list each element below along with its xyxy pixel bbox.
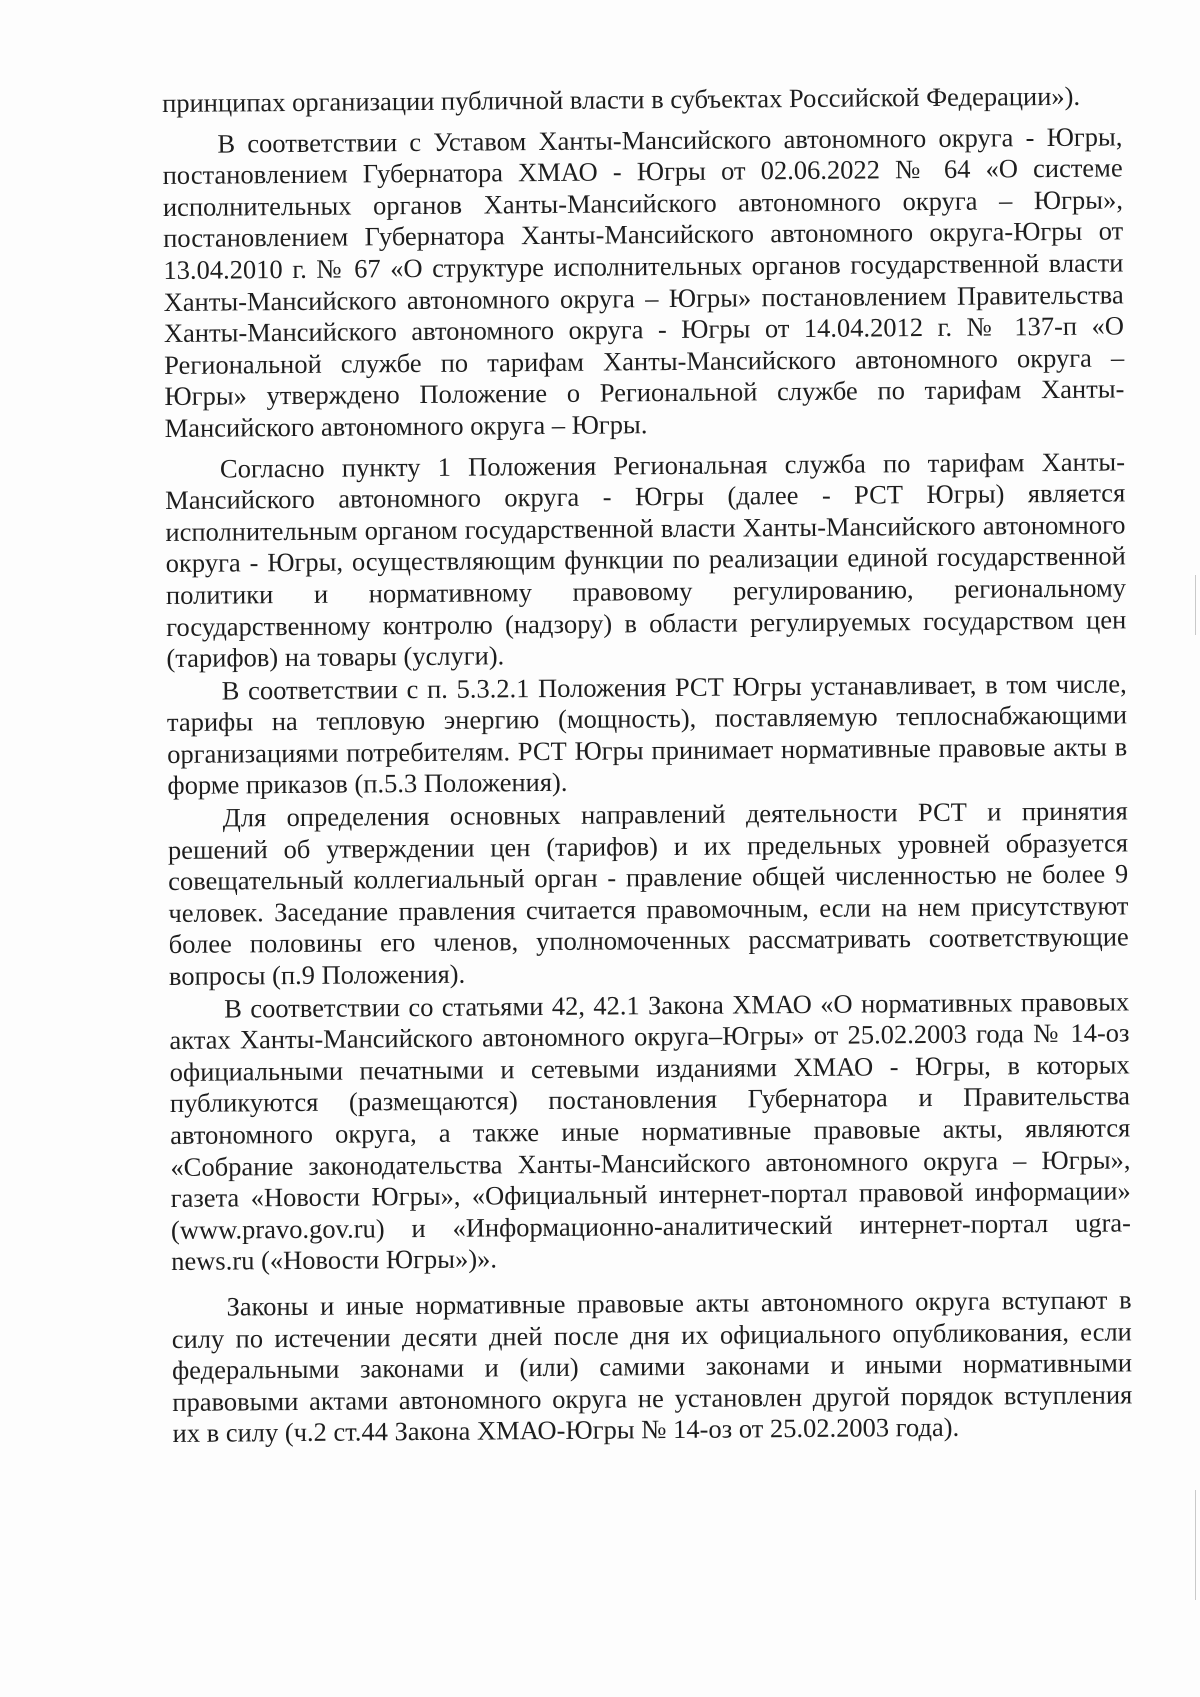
paragraph-charter-basis: В соответствии с Уставом Ханты-Мансийского автономного округа - Югры, постановлением Губернатора ХМАО - Югры от 02.06.2022 № 64 «О системе исполнительных органов Ханты-Мансийского автономного округа – Югры», постановлением Губернатора Ханты-Мансийского автономного округа-Югры от 13.04.2010 г. № 67 «О структуре исполнительных органов государственной власти Ханты-Мансийского автономного округа – Югры» постановлением Правительства Ханты-Мансийского автономного округа - Югры от 14.04.2012 г. № 137-п «О Региональной службе по тарифам Ханты-Мансийского автономного округа – Югры» утверждено Положение о Региональной службе по тарифам Ханты-Мансийского автономного округа – Югры. (162, 121, 1125, 443)
paragraph-board: Для определения основных направлений деятельности РСТ и принятия решений об утверждении цен (тарифов) и их предельных уровней образуется совещательный коллегиальный орган - правление общей численностью не более 9 человек. Заседание правления считается правомочным, если на нем присутствуют более половины его членов, уполномоченных рассматривать соответствующие вопросы (п.9 Положения). (167, 795, 1129, 992)
paragraph-publication-sources: В соответствии со статьями 42, 42.1 Закона ХМАО «О нормативных правовых актах Ханты-Мансийского автономного округа–Югры» от 25.02.2003 года № 14-оз официальными печатными и сетевыми изданиями ХМАО - Югры, в которых публикуются (размещаются) постановления Губернатора и Правительства автономного округа, а также иные нормативные правовые акты, являются «Собрание законодательства Ханты-Мансийского автономного округа – Югры», газета «Новости Югры», «Официальный интернет-портал правовой информации» (www.pravo.gov.ru) и «Информационно-аналитический интернет-портал ugra-news.ru («Новости Югры»)». (169, 986, 1132, 1277)
paragraph-tariff-powers: В соответствии с п. 5.3.2.1 Положения РСТ Югры устанавливает, в том числе, тарифы на тепловую энергию (мощность), поставляемую теплоснабжающими организациями потребителям. РСТ Югры принимает нормативные правовые акты в форме приказов (п.5.3 Положения). (166, 668, 1128, 801)
paragraph-entry-into-force: Законы и иные нормативные правовые акты автономного округа вступают в силу по истечении десяти дней после дня их официального опубликования, если федеральными законами и (или) самими законами и иными нормативными правовыми актами автономного округа не установлен другой порядок вступления их в силу (ч.2 ст.44 Закона ХМАО-Югры № 14-оз от 25.02.2003 года). (171, 1284, 1133, 1449)
paragraph-continuation: принципах организации публичной власти в субъектах Российской Федерации»). (162, 80, 1081, 118)
scan-edge-mark (1195, 575, 1196, 635)
paragraph-rst-status: Согласно пункту 1 Положения Региональная служба по тарифам Ханты-Мансийского автономного округа - Югры (далее - РСТ Югры) является исполнительным органом государственной власти Ханты-Мансийского автономного округа - Югры, осуществляющим функции по реализации единой государственной политики и нормативному правовому регулированию, региональному государственному контролю (надзору) в области регулируемых государством цен (тарифов) на товары (услуги). (165, 445, 1127, 674)
document-body (162, 80, 1133, 1449)
scan-edge-mark (1195, 1490, 1196, 1600)
